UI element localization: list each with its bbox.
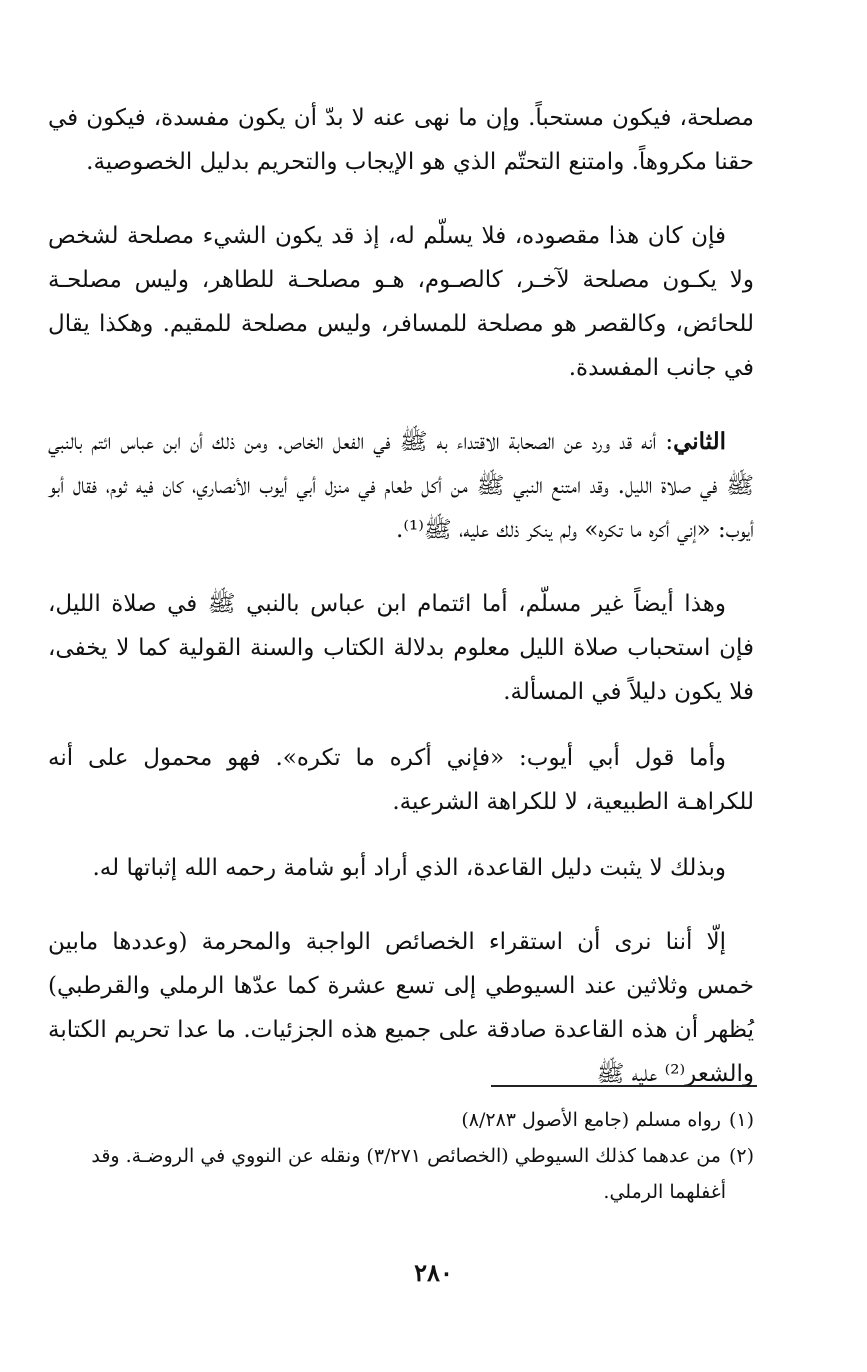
paragraph-2: فإن كان هذا مقصوده، فلا يسلّم له، إذ قد يكون الشيء مصلحة لشخص ولا يكـون مصلحة لآخـر، كالصـوم، هـو مصلحـة للطاهر، وليس مصلحـة للحائض، وكالقصر هو مصلحة للمسافر، وليس مصلحة للمقيم. وهكذا يقال في جانب المفسدة. <box>48 223 754 381</box>
page-number: ٢٨٠ <box>414 1258 453 1287</box>
paragraph-5: وأما قول أبي أيوب: «فإني أكره ما تكره». فهو محمول على أنه للكراهـة الطبيعية، لا للكراهة الشرعية. <box>48 745 754 815</box>
main-text <box>48 96 754 1096</box>
paragraph-lead-word: الثاني <box>673 428 726 455</box>
footnote-text: رواه مسلم (جامع الأصول ٨/٢٨٣) <box>461 1109 721 1131</box>
footnote-2 <box>48 1138 754 1174</box>
footnote-divider <box>491 1085 757 1087</box>
footnote-number: (٢) <box>728 1145 754 1167</box>
paragraph-3: الثاني: أنه قد ورد عن الصحابة الاقتداء به ﷺ في الفعل الخاص. ومن ذلك أن ابن عباس ائتم بالنبي ﷺ في صلاة الليل. وقد امتنع النبي ﷺ من أكل طعام في منزل أبي أيوب الأنصاري، كان فيه ثوم، فقال أبو أيوب: «إني أكره ما تكره» ولم ينكر ذلك عليه، ﷺ⁽¹⁾. <box>48 428 754 543</box>
footnote-text: من عدهما كذلك السيوطي (الخصائص ٣/٢٧١) ونقله عن النووي في الروضـة. وقد <box>91 1145 721 1167</box>
footnote-number: (١) <box>728 1109 754 1131</box>
footnote-1 <box>48 1102 754 1138</box>
paragraph-1: مصلحة، فيكون مستحباً. وإن ما نهى عنه لا بدّ أن يكون مفسدة، فيكون في حقنا مكروهاً. وامتنع التحتّم الذي هو الإيجاب والتحريم بدليل الخصوصية. <box>48 105 754 175</box>
paragraph-4: وهذا أيضاً غير مسلّم، أما ائتمام ابن عباس بالنبي ﷺ في صلاة الليل، فإن استحباب صلاة الليل معلوم بدلالة الكتاب والسنة القولية كما لا يخفى، فلا يكون دليلاً في المسألة. <box>48 591 754 705</box>
footnotes <box>48 1102 754 1210</box>
paragraph-6: وبذلك لا يثبت دليل القاعدة، الذي أراد أبو شامة رحمه الله إثباتها له. <box>92 855 726 881</box>
footnote-2-continuation: أغفلهما الرملي. <box>603 1181 726 1203</box>
paragraph-7: إلّا أننا نرى أن استقراء الخصائص الواجبة والمحرمة (وعددها مابين خمس وثلاثين عند السيوطي إلى تسع عشرة كما عدّها الرملي والقرطبي) يُظهر أن هذه القاعدة صادقة على جميع هذه الجزئيات. ما عدا تحريم الكتابة والشعر⁽²⁾ عليه ﷺ <box>48 929 754 1087</box>
